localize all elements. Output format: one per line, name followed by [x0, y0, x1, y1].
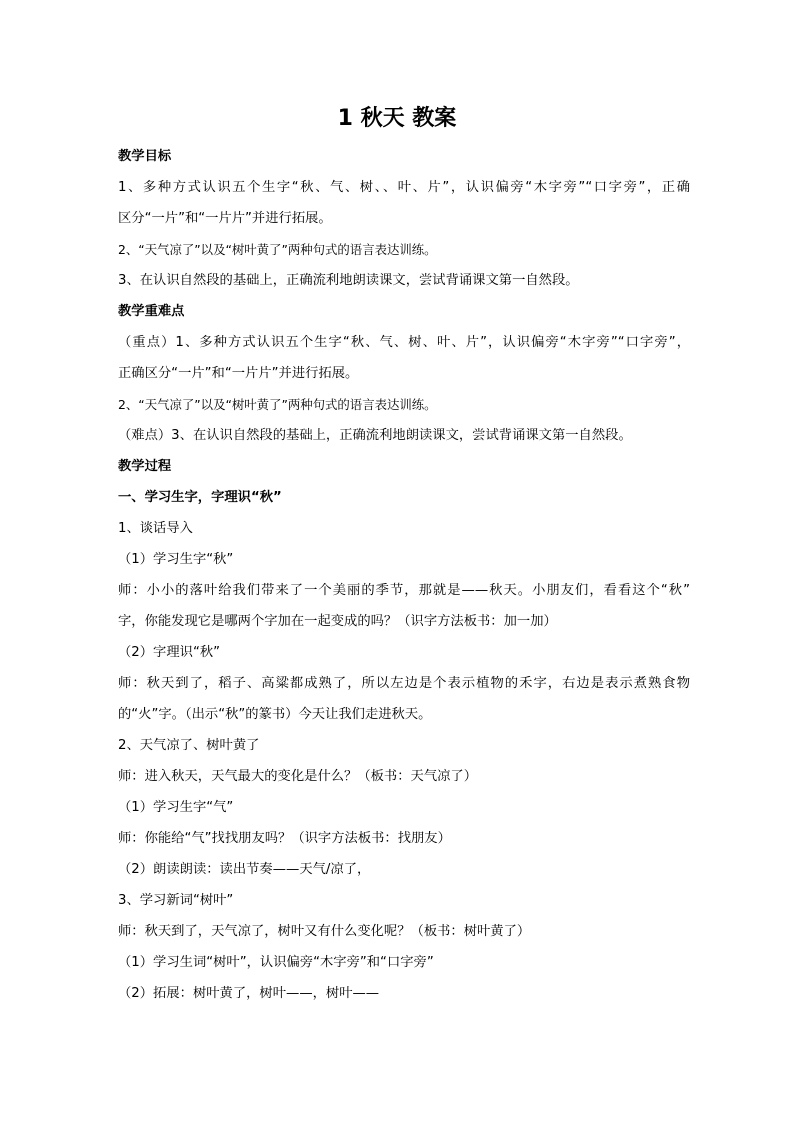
section-heading: 一、学习生字，字理识“秋”: [118, 490, 282, 505]
text-line: （1）学习生字“秋”: [118, 552, 234, 567]
text-line: （重点）1、多种方式认识五个生字“秋、气、树、叶、片”，认识偏旁“木字旁”“口字旁”，: [118, 335, 690, 350]
text-line: 师：你能给“气”找找朋友吗？（识字方法板书：找朋友）: [118, 831, 451, 846]
document-body: [118, 141, 690, 1009]
text-line: （1）学习生字“气”: [118, 800, 234, 815]
text-line: 2、“天气凉了”以及“树叶黄了”两种句式的语言表达训练。: [118, 397, 437, 412]
text-line: 区分“一片”和“一片片”并进行拓展。: [118, 211, 332, 226]
text-line: 师：秋天到了，稻子、高粱都成熟了，所以左边是个表示植物的禾字，右边是表示煮熟食物: [118, 676, 690, 691]
text-line: （1）学习生词“树叶”，认识偏旁“木字旁”和“口字旁”: [118, 955, 434, 970]
section-heading: 教学重难点: [118, 304, 185, 319]
text-line: 师：进入秋天，天气最大的变化是什么？（板书：天气凉了）: [118, 769, 478, 784]
text-line: 3、在认识自然段的基础上，正确流利地朗读课文，尝试背诵课文第一自然段。: [118, 273, 579, 288]
text-line: （2）拓展：树叶黄了，树叶——，树叶——: [118, 986, 380, 1001]
document-title: 1 秋天 教案: [337, 106, 457, 131]
section-heading: 教学过程: [118, 459, 172, 474]
section-heading: 教学目标: [118, 149, 172, 164]
text-line: 字，你能发现它是哪两个字加在一起变成的吗？（识字方法板书：加一加）: [118, 614, 557, 629]
text-line: 1、多种方式认识五个生字“秋、气、树、、叶、片”，认识偏旁“木字旁”“口字旁”，正确: [118, 180, 690, 195]
text-line: 师：秋天到了，天气凉了，树叶又有什么变化呢？（板书：树叶黄了）: [118, 924, 531, 939]
text-line: 正确区分“一片”和“一片片”并进行拓展。: [118, 366, 359, 381]
text-line: （2）字理识“秋”: [118, 645, 221, 660]
text-line: 3、学习新词“树叶”: [118, 893, 234, 908]
text-line: （2）朗读朗读：读出节奏——天气/凉了，: [118, 862, 371, 877]
text-line: 1、谈话导入: [118, 521, 193, 536]
text-line: 2、天气凉了、树叶黄了: [118, 738, 260, 753]
text-line: 师：小小的落叶给我们带来了一个美丽的季节，那就是——秋天。小朋友们，看看这个“秋”: [118, 583, 690, 598]
text-line: 的“火”字。（出示“秋”的篆书）今天让我们走进秋天。: [118, 707, 432, 722]
text-line: （难点）3、在认识自然段的基础上，正确流利地朗读课文，尝试背诵课文第一自然段。: [118, 428, 632, 443]
text-line: 2、“天气凉了”以及“树叶黄了”两种句式的语言表达训练。: [118, 242, 437, 257]
